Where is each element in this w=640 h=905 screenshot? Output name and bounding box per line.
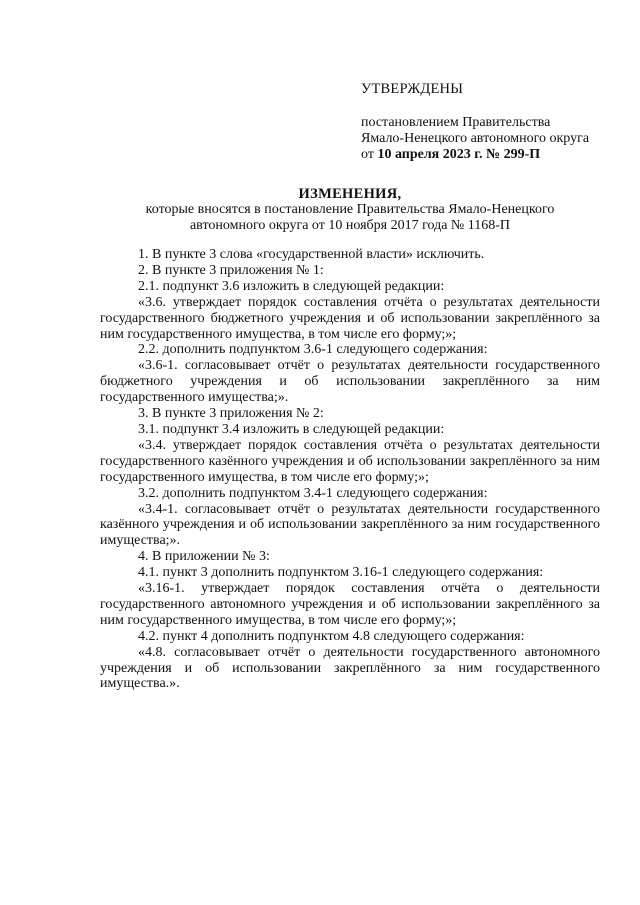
paragraph: 2. В пункте 3 приложения № 1: [138, 262, 324, 278]
paragraph: 3.2. дополнить подпунктом 3.4-1 следующего содержания: [138, 485, 488, 501]
approval-block [361, 81, 621, 163]
paragraph: «3.16-1. утверждает порядок составления отчёта о деятельности государственного автономного учреждения и об использовании закреплённого за ним государственного имущества, в том числе его форму;»; [100, 581, 600, 628]
title-line-2: автономного округа от 10 ноября 2017 года № 1168-П [189, 218, 511, 233]
paragraph: «3.6-1. согласовывает отчёт о результатах деятельности государственного бюджетного учреждения и об использовании закреплённого за ним государственного имущества;». [100, 358, 600, 406]
paragraph: 4.1. пункт 3 дополнить подпунктом 3.16-1 следующего содержания: [138, 565, 544, 581]
approval-date-prefix: от [361, 147, 374, 162]
approval-line-1: постановлением Правительства [361, 115, 551, 130]
approval-line-2: Ямало-Ненецкого автономного округа [361, 131, 590, 146]
paragraph: 2.2. дополнить подпунктом 3.6-1 следующего содержания: [138, 342, 488, 358]
paragraph: «3.4-1. согласовывает отчёт о результатах деятельности государственного казённого учреждения и об использовании закреплённого за ним государственного имущества;». [100, 501, 600, 549]
paragraph: 1. В пункте 3 слова «государственной власти» исключить. [138, 247, 485, 262]
title-line-1: которые вносятся в постановление Правительства Ямало-Ненецкого [145, 202, 555, 217]
document-title [100, 186, 600, 234]
paragraph: «3.6. утверждает порядок составления отчёта о результатах деятельности государственного бюджетного учреждения и об использовании закреплённого за ним государственного имущества, в том числе его форму;»; [100, 294, 600, 342]
document-body [100, 247, 600, 692]
paragraph: «3.4. утверждает порядок составления отчёта о результатах деятельности государственного казённого учреждения и об использовании закреплённого за ним государственного имущества, в том числе его форму;»; [100, 437, 600, 485]
approval-date-value: 10 апреля 2023 г. № 299-П [377, 147, 541, 162]
paragraph: 3.1. подпункт 3.4 изложить в следующей редакции: [138, 421, 445, 437]
paragraph: 2.1. подпункт 3.6 изложить в следующей редакции: [138, 278, 445, 294]
paragraph: 4.2. пункт 4 дополнить подпунктом 4.8 следующего содержания: [138, 628, 525, 644]
approval-date-line [361, 147, 621, 163]
paragraph: 3. В пункте 3 приложения № 2: [138, 406, 324, 422]
approval-heading: УТВЕРЖДЕНЫ [361, 81, 464, 97]
paragraph: 4. В приложении № 3: [138, 549, 270, 565]
title-main: ИЗМЕНЕНИЯ, [298, 186, 402, 202]
paragraph: «4.8. согласовывает отчёт о деятельности государственного автономного учреждения и об использовании закреплённого за ним государственного имущества.». [100, 644, 600, 692]
